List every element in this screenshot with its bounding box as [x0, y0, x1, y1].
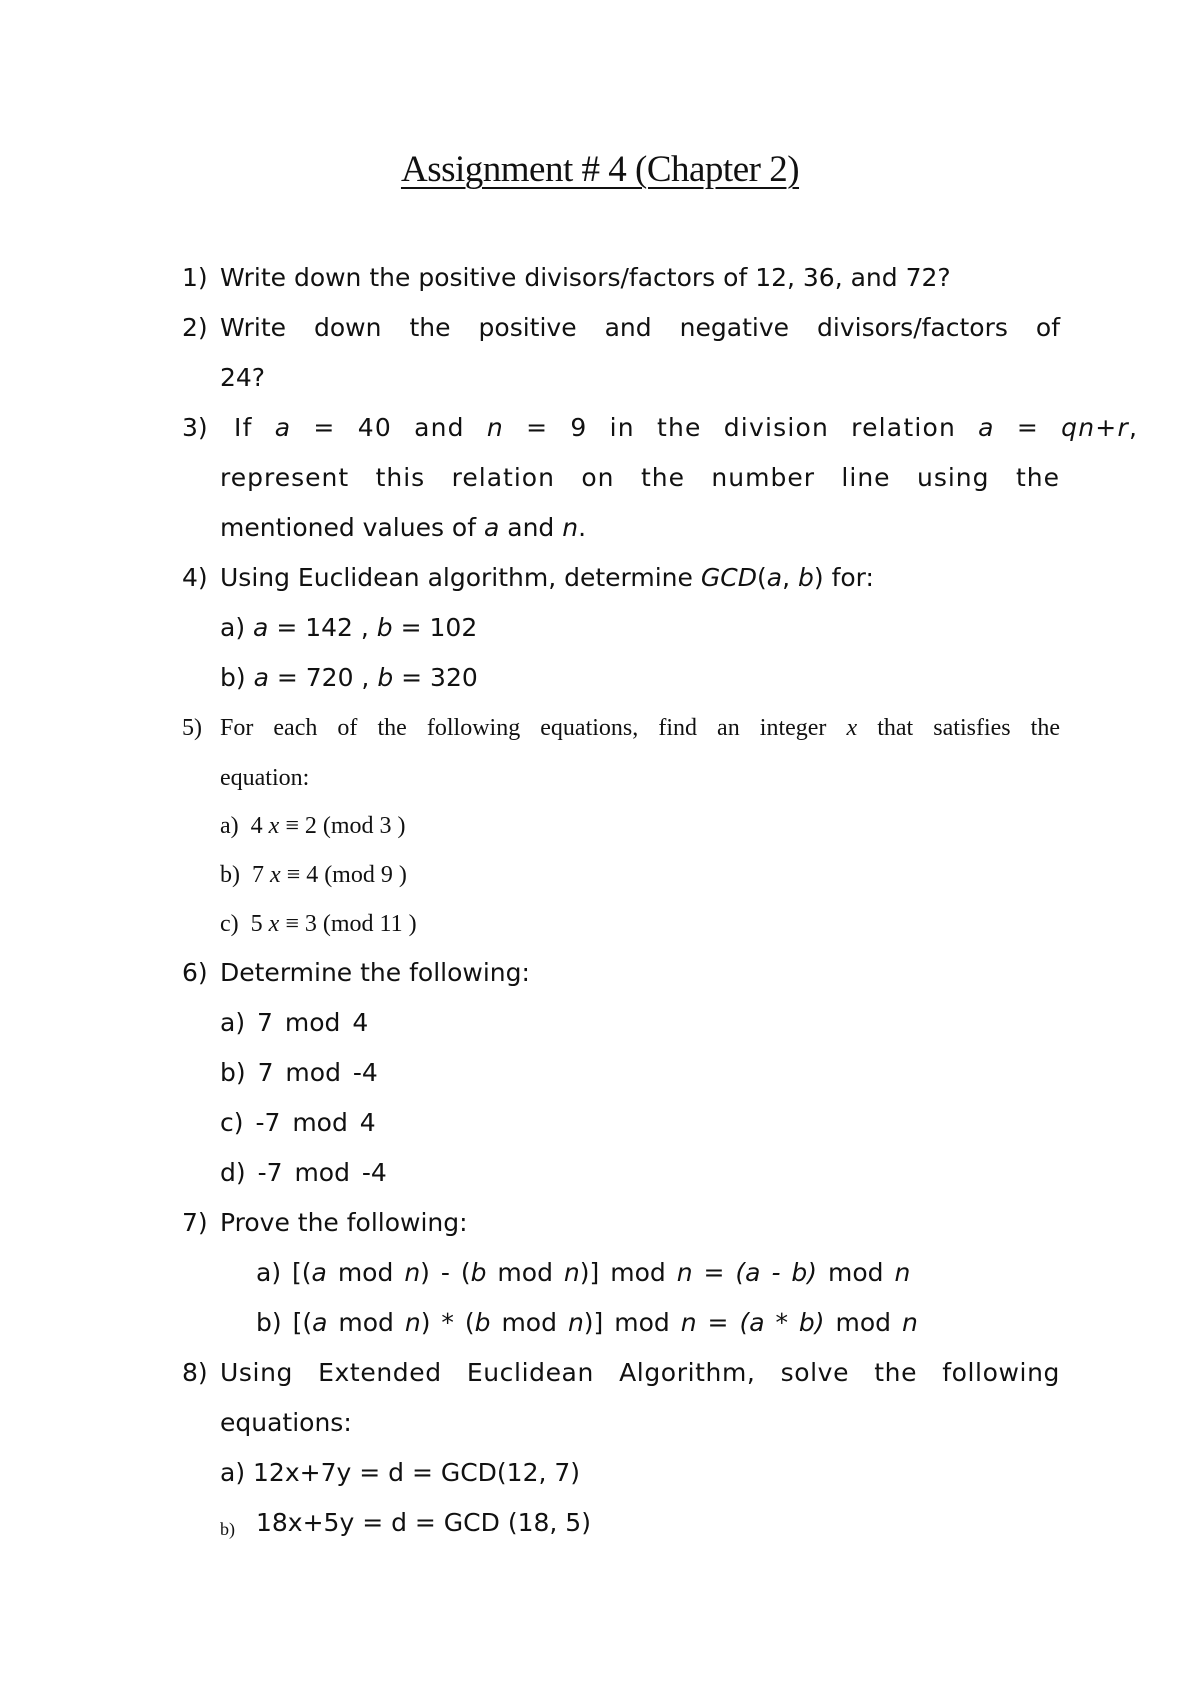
question-5-number: 5): [182, 715, 202, 741]
question-8-part-a-text: a) 12x+7y = d = GCD(12, 7): [220, 1458, 581, 1487]
question-3-number: 3): [182, 413, 208, 442]
question-8-part-b-label: b): [220, 1519, 235, 1539]
question-2-text-line-1: Write down the positive and negative divisors/factors of: [220, 313, 1060, 342]
question-3-text-line-2: represent this relation on the number line using the: [220, 463, 1060, 492]
question-8-number: 8): [182, 1358, 208, 1387]
question-5-part-b: [0, 855, 1200, 895]
question-6-number: 6): [182, 958, 208, 987]
question-2-text-line-2: 24?: [220, 363, 266, 392]
question-7-part-b: [0, 1303, 1200, 1343]
question-1-text: Write down the positive divisors/factors of 12, 36, and 72?: [220, 263, 951, 292]
question-6: [0, 953, 1200, 993]
question-5-line-1: [0, 708, 1200, 748]
question-6-part-b: [0, 1053, 1200, 1093]
question-2-line-2: [0, 358, 1200, 398]
question-6-text: Determine the following:: [220, 958, 530, 987]
question-4-number: 4): [182, 563, 208, 592]
question-4-part-b-text: b) a = 720 , b = 320: [220, 663, 478, 692]
question-8-line-2: [0, 1403, 1200, 1443]
question-8-line-1: [0, 1353, 1200, 1393]
question-5-part-c-text: c) 5 x ≡ 3 (mod 11 ): [220, 911, 417, 937]
question-8-part-a: [0, 1453, 1200, 1493]
question-6-part-a: [0, 1003, 1200, 1043]
question-5-part-b-text: b) 7 x ≡ 4 (mod 9 ): [220, 862, 407, 888]
question-3-line-1: [0, 408, 1200, 448]
question-6-part-a-text: a) 7 mod 4: [220, 1008, 369, 1037]
question-2-line-1: [0, 308, 1200, 348]
question-3-line-2: [0, 458, 1200, 498]
assignment-title: Assignment # 4 (Chapter 2): [400, 149, 800, 190]
question-7: [0, 1203, 1200, 1243]
question-4-part-a-text: a) a = 142 , b = 102: [220, 613, 478, 642]
question-1-number: 1): [182, 263, 208, 292]
question-8-part-b: [0, 1503, 1200, 1543]
question-5-text-line-1: For each of the following equations, find an integer x that satisfies the: [220, 715, 1061, 741]
question-5-part-a: [0, 806, 1200, 846]
question-6-part-d-text: d) -7 mod -4: [220, 1158, 387, 1187]
question-7-part-a: [0, 1253, 1200, 1293]
question-7-part-b-text: b) [(a mod n) * (b mod n)] mod n = (a * b) mod n: [256, 1308, 918, 1337]
question-5-line-2: [0, 758, 1200, 798]
question-4-part-b: [0, 658, 1200, 698]
question-6-part-c: [0, 1103, 1200, 1143]
question-6-part-d: [0, 1153, 1200, 1193]
question-4: [0, 558, 1200, 598]
question-2-number: 2): [182, 313, 208, 342]
question-7-number: 7): [182, 1208, 208, 1237]
question-3-line-3: [0, 508, 1200, 548]
question-8-text-line-1: Using Extended Euclidean Algorithm, solve the following: [220, 1358, 1060, 1387]
question-5-part-a-text: a) 4 x ≡ 2 (mod 3 ): [220, 813, 406, 839]
question-8-text-line-2: equations:: [220, 1408, 352, 1437]
question-7-text: Prove the following:: [220, 1208, 468, 1237]
question-3-text-line-3: mentioned values of a and n.: [220, 513, 587, 542]
question-4-text: Using Euclidean algorithm, determine GCD(a, b) for:: [220, 563, 874, 592]
question-3-text-line-1: If a = 40 and n = 9 in the division relation a = qn+r,: [234, 413, 1139, 442]
question-5-text-line-2: equation:: [220, 765, 310, 791]
question-4-part-a: [0, 608, 1200, 648]
question-8-part-b-text: 18x+5y = d = GCD (18, 5): [256, 1508, 591, 1537]
question-5-part-c: [0, 904, 1200, 944]
question-1: [0, 258, 1200, 298]
question-7-part-a-text: a) [(a mod n) - (b mod n)] mod n = (a - b) mod n: [256, 1258, 911, 1287]
question-6-part-c-text: c) -7 mod 4: [220, 1108, 376, 1137]
question-6-part-b-text: b) 7 mod -4: [220, 1058, 378, 1087]
